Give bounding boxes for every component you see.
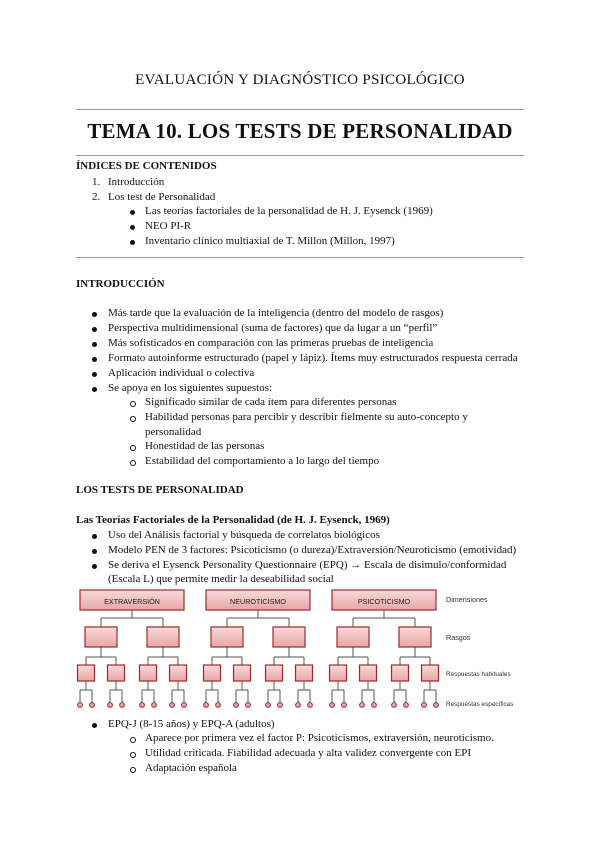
index-number: 1. [92, 176, 101, 188]
specific-response-dot [330, 703, 335, 708]
tests-bullet-continued: (Escala L) que permite medir la deseabilidad social [108, 573, 334, 585]
specific-response-dot [342, 703, 347, 708]
bullet-icon [92, 564, 97, 569]
sub-bullet-icon [130, 416, 136, 422]
specific-response-dot [90, 703, 95, 708]
trait-box [399, 627, 431, 647]
intro-assumption: Habilidad personas para percibir y describir fielmente su auto-concepto y [145, 411, 468, 423]
specific-response-dot [404, 703, 409, 708]
specific-response-dot [182, 703, 187, 708]
specific-response-dot [296, 703, 301, 708]
tests-bullet: Modelo PEN de 3 factores: Psicoticismo (o dureza)/Extraversión/Neuroticismo (emotividad) [108, 544, 517, 556]
bullet-icon [92, 342, 97, 347]
level-label: Respuestas específicas [446, 701, 514, 708]
specific-response-dot [360, 703, 365, 708]
intro-bullet: Se apoya en los siguientes supuestos: [108, 382, 273, 394]
intro-bullet: Aplicación individual o colectiva [108, 367, 255, 379]
trait-box [211, 627, 243, 647]
index-subitem: NEO PI-R [145, 220, 192, 232]
factor-label: EXTRAVERSIÓN [104, 597, 160, 606]
specific-response-dot [216, 703, 221, 708]
bullet-icon [92, 723, 97, 728]
index-subitem: Inventario clínico multiaxial de T. Millon (Millon, 1997) [145, 235, 395, 247]
habit-box [296, 665, 313, 681]
bullet-icon [130, 210, 135, 215]
habit-box [392, 665, 409, 681]
habit-box [266, 665, 283, 681]
sub-bullet-icon [130, 767, 136, 773]
sub-bullet-icon [130, 737, 136, 743]
tests-subheading: Las Teorías Factoriales de la Personalidad (de H. J. Eysenck, 1969) [76, 514, 390, 526]
tests-bullet: Se deriva el Eysenck Personality Questionnaire (EPQ) → Escala de disimulo/conformidad [108, 559, 507, 571]
habit-box [422, 665, 439, 681]
habit-box [78, 665, 95, 681]
intro-assumption-continued: personalidad [145, 426, 202, 438]
habit-box [108, 665, 125, 681]
sub-bullet-icon [130, 401, 136, 407]
intro-bullet: Perspectiva multidimensional (suma de factores) que da lugar a un “perfil” [108, 322, 438, 334]
bullet-icon [130, 225, 135, 230]
specific-response-dot [422, 703, 427, 708]
intro-bullet: Más tarde que la evaluación de la inteligencia (dentro del modelo de rasgos) [108, 307, 444, 319]
habit-box [360, 665, 377, 681]
specific-response-dot [392, 703, 397, 708]
trait-box [147, 627, 179, 647]
habit-box [234, 665, 251, 681]
intro-bullet: Formato autoinforme estructurado (papel y lápiz). Ítems muy estructurados respuesta cerrada [108, 352, 518, 364]
specific-response-dot [204, 703, 209, 708]
epq-sub: Adaptación española [145, 762, 237, 774]
divider [76, 109, 524, 110]
bullet-icon [92, 327, 97, 332]
level-label: Rasgos [446, 633, 471, 642]
habit-box [140, 665, 157, 681]
epq-bullet: EPQ-J (8-15 años) y EPQ-A (adultos) [108, 718, 275, 730]
intro-assumption: Estabilidad del comportamiento a lo largo del tiempo [145, 455, 380, 467]
document-header: EVALUACIÓN Y DIAGNÓSTICO PSICOLÓGICO [135, 72, 465, 88]
bullet-icon [92, 372, 97, 377]
specific-response-dot [152, 703, 157, 708]
specific-response-dot [372, 703, 377, 708]
eysenck-hierarchy-diagram [70, 585, 530, 715]
habit-box [170, 665, 187, 681]
specific-response-dot [108, 703, 113, 708]
intro-assumption: Honestidad de las personas [145, 440, 265, 452]
specific-response-dot [140, 703, 145, 708]
index-number: 2. [92, 191, 101, 203]
sub-bullet-icon [130, 752, 136, 758]
index-item-introduccion: Introducción [108, 176, 165, 188]
intro-bullet: Más sofisticados en comparación con las primeras pruebas de inteligencia [108, 337, 434, 349]
index-item-tests: Los test de Personalidad [108, 191, 216, 203]
level-label: Respuestas habituales [446, 671, 511, 678]
specific-response-dot [246, 703, 251, 708]
specific-response-dot [278, 703, 283, 708]
level-label: Dimensiones [446, 595, 488, 604]
epq-sub: Aparece por primera vez el factor P: Psicoticismos, extraversión, neuroticismo. [145, 732, 494, 744]
habit-box [204, 665, 221, 681]
specific-response-dot [170, 703, 175, 708]
bullet-icon [92, 549, 97, 554]
tests-heading: LOS TESTS DE PERSONALIDAD [76, 484, 244, 496]
bullet-icon [130, 240, 135, 245]
index-heading: ÍNDICES DE CONTENIDOS [76, 160, 217, 172]
bullet-icon [92, 357, 97, 362]
bullet-icon [92, 534, 97, 539]
specific-response-dot [434, 703, 439, 708]
epq-sub: Utilidad criticada. Fiabilidad adecuada y alta validez convergente con EPI [145, 747, 471, 759]
specific-response-dot [120, 703, 125, 708]
specific-response-dot [308, 703, 313, 708]
index-subitem: Las teorías factoriales de la personalidad de H. J. Eysenck (1969) [145, 205, 433, 217]
trait-box [273, 627, 305, 647]
tests-bullet: Uso del Análisis factorial y búsqueda de correlatos biológicos [108, 529, 380, 541]
sub-bullet-icon [130, 460, 136, 466]
habit-box [330, 665, 347, 681]
bullet-icon [92, 312, 97, 317]
trait-box [85, 627, 117, 647]
divider [76, 155, 524, 156]
factor-label: PSICOTICISMO [357, 597, 411, 606]
specific-response-dot [78, 703, 83, 708]
intro-assumption: Significado similar de cada ítem para diferentes personas [145, 396, 397, 408]
sub-bullet-icon [130, 445, 136, 451]
bullet-icon [92, 387, 97, 392]
page-title: TEMA 10. LOS TESTS DE PERSONALIDAD [87, 119, 513, 143]
divider [76, 257, 524, 258]
factor-label: NEUROTICISMO [230, 597, 286, 606]
intro-heading: INTRODUCCIÓN [76, 278, 165, 290]
trait-box [337, 627, 369, 647]
specific-response-dot [234, 703, 239, 708]
specific-response-dot [266, 703, 271, 708]
